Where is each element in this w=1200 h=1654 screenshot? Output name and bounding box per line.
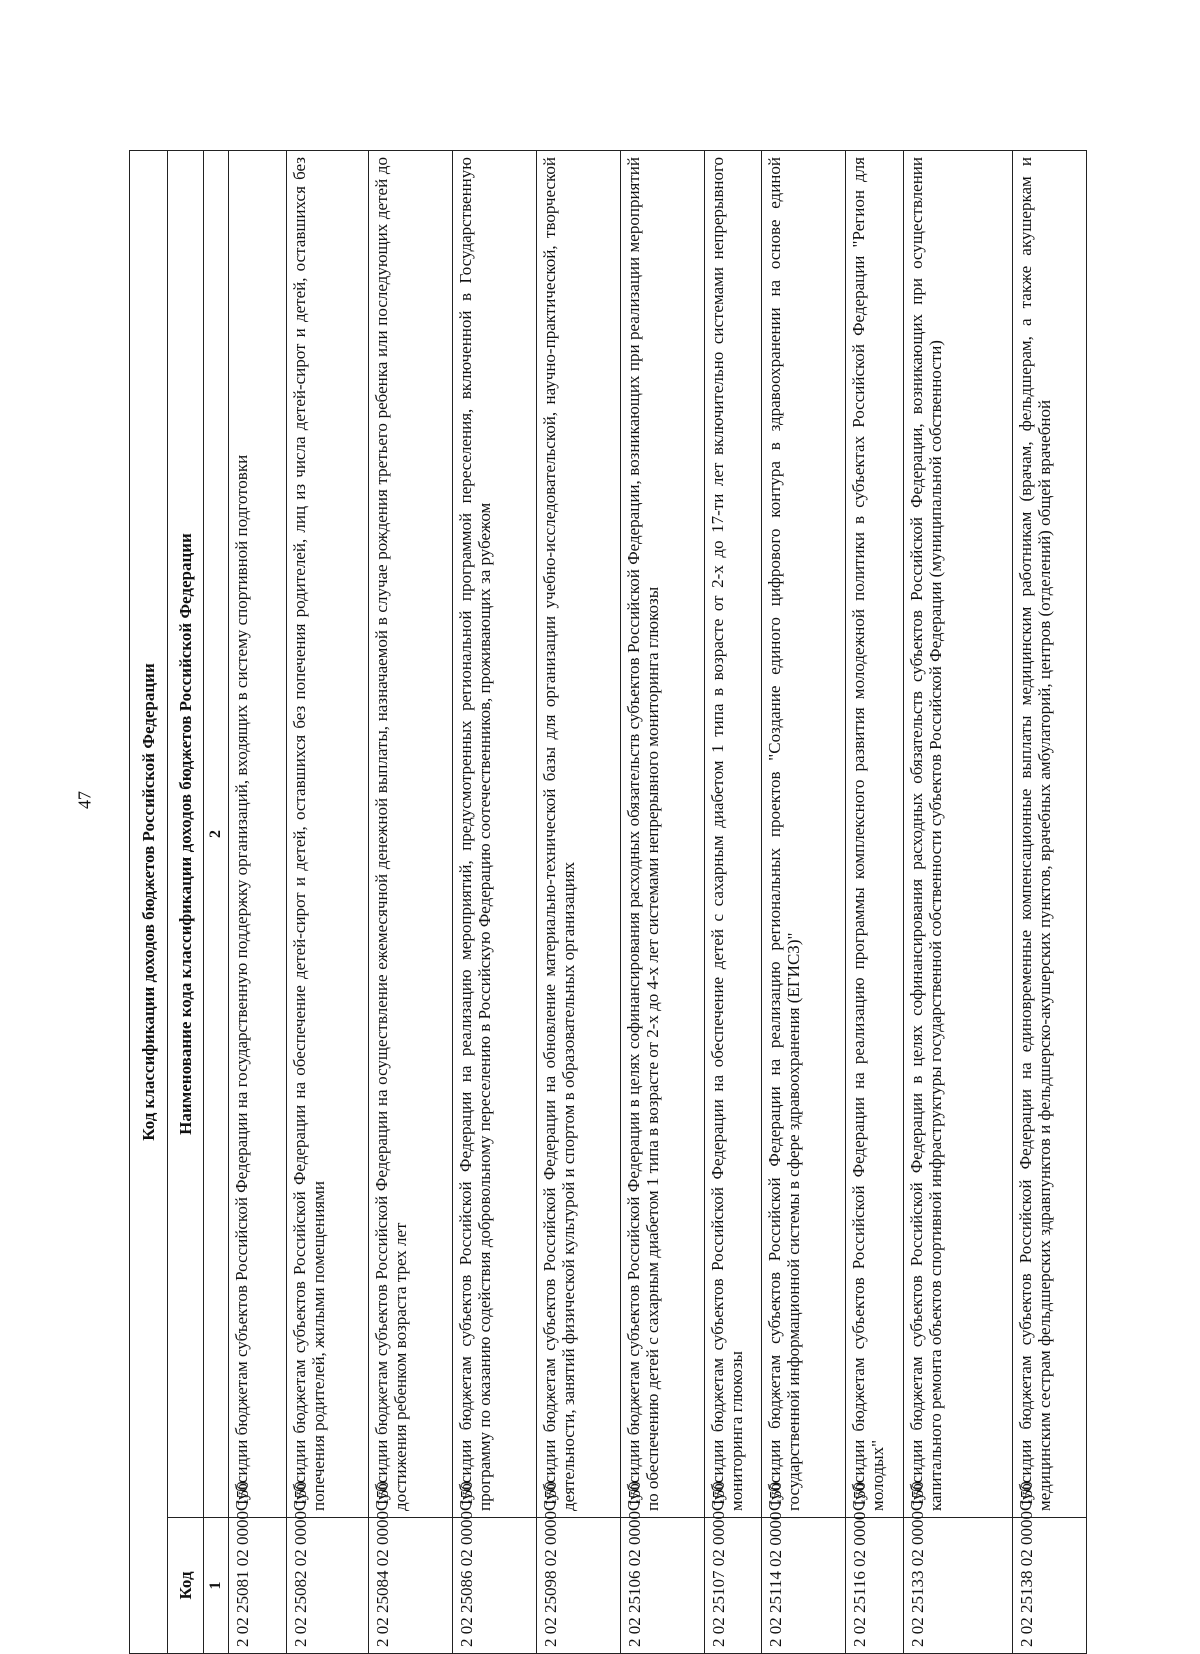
table-row [904, 151, 1013, 1654]
row-code: 2 02 25084 02 0000 150 [368, 1518, 452, 1654]
row-name: Субсидии бюджетам субъектов Российской Федерации на реализацию региональных проектов "Создание единого цифрового контура в здравоохранении на основе единой государственной информационной системы в сфере здравоохранения (ЕГИСЗ)" [762, 151, 846, 1518]
row-code: 2 02 25138 02 0000 150 [1013, 1518, 1087, 1654]
table-row [536, 151, 620, 1654]
table-row [286, 151, 368, 1654]
page-number: 47 [74, 791, 95, 809]
rotated-table-container [129, 150, 1087, 1654]
row-name: Субсидии бюджетам субъектов Российской Федерации на государственную поддержку организаций, входящих в систему спортивной подготовки [228, 151, 286, 1518]
row-code: 2 02 25114 02 0000 150 [762, 1518, 846, 1654]
row-code: 2 02 25116 02 0000 150 [846, 1518, 904, 1654]
table-row [368, 151, 452, 1654]
table-row [228, 151, 286, 1654]
row-code: 2 02 25086 02 0000 150 [452, 1518, 536, 1654]
table-column-number-2: 2 [204, 151, 229, 1518]
row-code: 2 02 25106 02 0000 150 [620, 1518, 704, 1654]
row-name: Субсидии бюджетам субъектов Российской Федерации на обеспечение детей с сахарным диабетом 1 типа в возрасте от 2-х до 17-ти лет включительно системами непрерывного мониторинга глюкозы [704, 151, 762, 1518]
row-name: Субсидии бюджетам субъектов Российской Федерации в целях софинансирования расходных обязательств субъектов Российской Федерации, возникающих при осуществлении капитального ремонта объектов спортивной инфраструктуры государственной собственности субъектов Российской Федерации (муниципальной собственности) [904, 151, 1013, 1518]
table-row [452, 151, 536, 1654]
row-name: Субсидии бюджетам субъектов Российской Федерации на обновление материально-технической базы для организации учебно-исследовательской, научно-практической, творческой деятельности, занятий физической культурой и спортом в образовательных организациях [536, 151, 620, 1518]
revenue-classification-table [129, 150, 1087, 1654]
row-code: 2 02 25107 02 0000 150 [704, 1518, 762, 1654]
table-column-number-1: 1 [204, 1518, 229, 1654]
table-header-name: Наименование кода классификации доходов бюджетов Российской Федерации [168, 151, 204, 1518]
table-row [1013, 151, 1087, 1654]
row-name: Субсидии бюджетам субъектов Российской Федерации на обеспечение детей-сирот и детей, оставшихся без попечения родителей, лиц из числа детей-сирот и детей, оставшихся без попечения родителей, жилыми помещениями [286, 151, 368, 1518]
table-row [846, 151, 904, 1654]
row-name: Субсидии бюджетам субъектов Российской Федерации на единовременные компенсационные выплаты медицинским работникам (врачам, фельдшерам, а также акушеркам и медицинским сестрам фельдшерских здравпунктов и фельдшерско-акушерских пунктов, врачебных амбулаторий, центров (отделений) общей врачебной [1013, 151, 1087, 1518]
table-row [704, 151, 762, 1654]
row-name: Субсидии бюджетам субъектов Российской Федерации на осуществление ежемесячной денежной выплаты, назначаемой в случае рождения третьего ребенка или последующих детей до достижения ребенком возраста трех лет [368, 151, 452, 1518]
table-row [762, 151, 846, 1654]
row-name: Субсидии бюджетам субъектов Российской Федерации на реализацию программы комплексного развития молодежной политики в субъектах Российской Федерации "Регион для молодых" [846, 151, 904, 1518]
row-code: 2 02 25133 02 0000 150 [904, 1518, 1013, 1654]
row-code: 2 02 25082 02 0000 150 [286, 1518, 368, 1654]
row-code: 2 02 25081 02 0000 150 [228, 1518, 286, 1654]
row-name: Субсидии бюджетам субъектов Российской Федерации на реализацию мероприятий, предусмотренных региональной программой переселения, включенной в Государственную программу по оказанию содействия добровольному переселению в Российскую Федерацию соотечественников, проживающих за рубежом [452, 151, 536, 1518]
row-code: 2 02 25098 02 0000 150 [536, 1518, 620, 1654]
table-header-code: Код [168, 1518, 204, 1654]
table-header-main: Код классификации доходов бюджетов Российской Федерации [130, 151, 168, 1654]
row-name: Субсидии бюджетам субъектов Российской Федерации в целях софинансирования расходных обязательств субъектов Российской Федерации, возникающих при реализации мероприятий по обеспечению детей с сахарным диабетом 1 типа в возрасте от 2-х до 4-х лет системами непрерывного мониторинга глюкозы [620, 151, 704, 1518]
table-row [620, 151, 704, 1654]
